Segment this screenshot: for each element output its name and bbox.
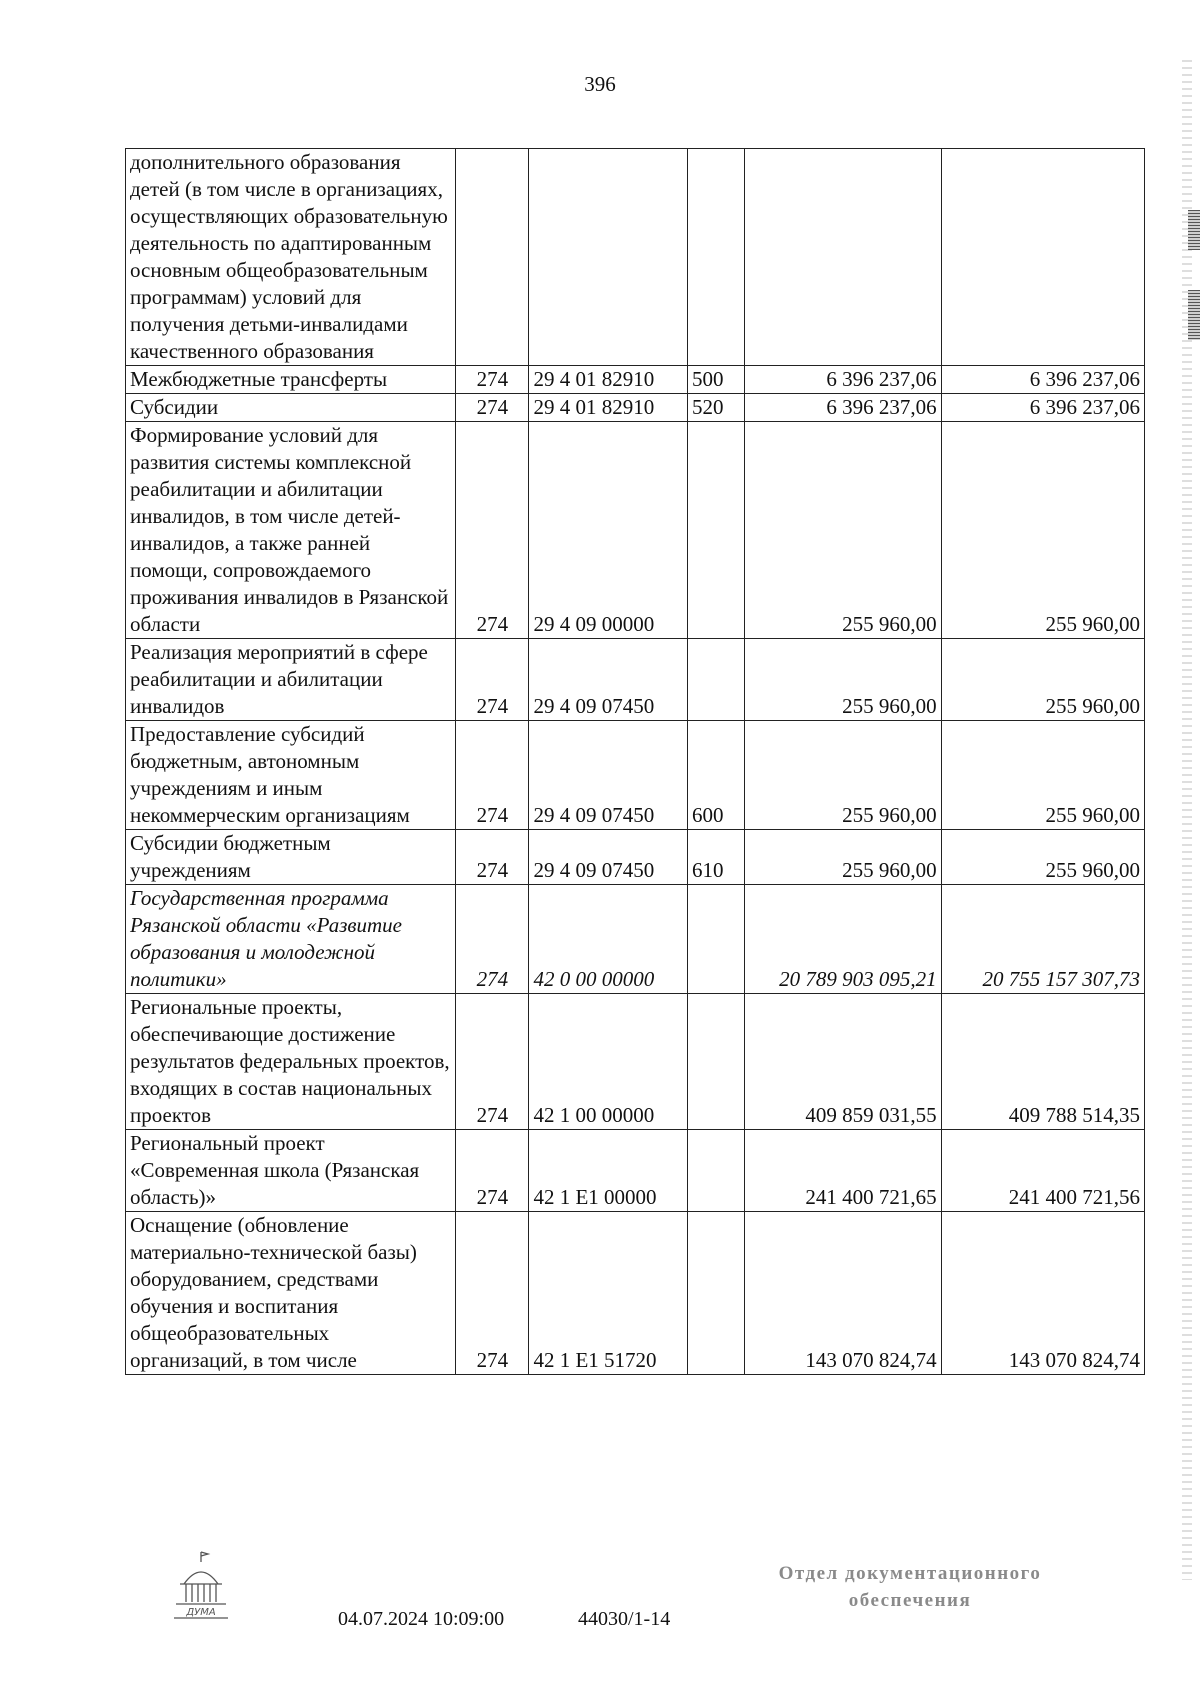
row-grbs-cell [456,149,529,366]
table-row [126,1212,1145,1375]
table-row [126,366,1145,394]
row-amount-1-cell: 409 859 031,55 [744,994,941,1130]
row-csr-cell: 42 1 00 00000 [529,994,688,1130]
row-csr-cell: 29 4 01 82910 [529,366,688,394]
row-amount-1-cell: 255 960,00 [744,422,941,639]
row-amount-2-cell: 20 755 157 307,73 [941,885,1144,994]
table-row [126,994,1145,1130]
table-row [126,149,1145,366]
row-amount-2-cell: 6 396 237,06 [941,394,1144,422]
row-amount-2-cell: 255 960,00 [941,422,1144,639]
budget-table [125,148,1145,1375]
row-grbs-cell: 274 [456,366,529,394]
row-name-cell: Реализация мероприятий в сфере реабилитации и абилитации инвалидов [126,639,456,721]
row-grbs-cell: 274 [456,1130,529,1212]
row-amount-2-cell: 255 960,00 [941,830,1144,885]
row-vr-cell [687,885,744,994]
budget-table-body [126,149,1145,1375]
row-grbs-cell: 274 [456,394,529,422]
row-vr-cell: 520 [687,394,744,422]
row-amount-2-cell [941,149,1144,366]
row-csr-cell: 42 1 E1 51720 [529,1212,688,1375]
department-stamp [760,1560,1060,1614]
row-vr-cell: 500 [687,366,744,394]
duma-logo-icon [168,1548,234,1624]
row-vr-cell: 610 [687,830,744,885]
scan-edge-marks [1182,60,1192,1580]
row-grbs-cell: 274 [456,994,529,1130]
row-csr-cell: 29 4 09 07450 [529,830,688,885]
row-amount-2-cell: 255 960,00 [941,721,1144,830]
row-grbs-cell: 274 [456,639,529,721]
table-row [126,885,1145,994]
stamp-line-1: Отдел документационного [778,1563,1042,1584]
row-name-cell: Оснащение (обновление материально-технической базы) оборудованием, средствами обучения и воспитания общеобразовательных организаций, в том числе [126,1212,456,1375]
row-csr-cell: 42 0 00 00000 [529,885,688,994]
row-amount-2-cell: 143 070 824,74 [941,1212,1144,1375]
table-row [126,394,1145,422]
row-csr-cell: 29 4 01 82910 [529,394,688,422]
row-grbs-cell: 274 [456,1212,529,1375]
table-row [126,830,1145,885]
row-amount-1-cell: 255 960,00 [744,639,941,721]
row-amount-1-cell: 6 396 237,06 [744,394,941,422]
row-name-cell: Региональные проекты, обеспечивающие достижение результатов федеральных проектов, входящих в состав национальных проектов [126,994,456,1130]
scan-edge-bar [1188,210,1200,250]
row-csr-cell: 29 4 09 07450 [529,639,688,721]
row-amount-2-cell: 409 788 514,35 [941,994,1144,1130]
table-row [126,422,1145,639]
table-row [126,1130,1145,1212]
row-vr-cell [687,994,744,1130]
row-csr-cell [529,149,688,366]
row-grbs-cell: 274 [456,721,529,830]
row-amount-1-cell: 255 960,00 [744,721,941,830]
row-csr-cell: 42 1 E1 00000 [529,1130,688,1212]
row-vr-cell [687,1212,744,1375]
footer-doc-number: 44030/1-14 [578,1608,671,1630]
row-name-cell: Межбюджетные трансферты [126,366,456,394]
row-grbs-cell: 274 [456,885,529,994]
table-row [126,721,1145,830]
table-row [126,639,1145,721]
row-vr-cell [687,422,744,639]
row-csr-cell: 29 4 09 00000 [529,422,688,639]
footer-datetime: 04.07.2024 10:09:00 [338,1608,505,1630]
row-amount-1-cell: 20 789 903 095,21 [744,885,941,994]
row-name-cell: Субсидии бюджетным учреждениям [126,830,456,885]
row-vr-cell [687,639,744,721]
row-amount-1-cell: 241 400 721,65 [744,1130,941,1212]
row-amount-1-cell [744,149,941,366]
row-name-cell: Предоставление субсидий бюджетным, автономным учреждениям и иным некоммерческим организациям [126,721,456,830]
row-vr-cell: 600 [687,721,744,830]
row-vr-cell [687,149,744,366]
row-grbs-cell: 274 [456,830,529,885]
row-name-cell: Региональный проект «Современная школа (Рязанская область)» [126,1130,456,1212]
row-amount-2-cell: 241 400 721,56 [941,1130,1144,1212]
scan-edge-bar [1188,290,1200,340]
row-grbs-cell: 274 [456,422,529,639]
row-csr-cell: 29 4 09 07450 [529,721,688,830]
row-name-cell: Государственная программа Рязанской области «Развитие образования и молодежной политики» [126,885,456,994]
row-name-cell: дополнительного образования детей (в том числе в организациях, осуществляющих образовательную деятельность по адаптированным основным общеобразовательным программам) условий для получения детьми-инвалидами качественного образования [126,149,456,366]
row-amount-1-cell: 255 960,00 [744,830,941,885]
row-name-cell: Формирование условий для развития системы комплексной реабилитации и абилитации инвалидов, в том числе детей-инвалидов, а также ранней помощи, сопровождаемого проживания инвалидов в Рязанской области [126,422,456,639]
stamp-line-2: обеспечения [848,1590,972,1611]
row-amount-1-cell: 6 396 237,06 [744,366,941,394]
page-number: 396 [584,72,616,96]
svg-text:ДУМА: ДУМА [186,1607,216,1618]
row-amount-2-cell: 255 960,00 [941,639,1144,721]
row-amount-1-cell: 143 070 824,74 [744,1212,941,1375]
row-amount-2-cell: 6 396 237,06 [941,366,1144,394]
row-vr-cell [687,1130,744,1212]
row-name-cell: Субсидии [126,394,456,422]
